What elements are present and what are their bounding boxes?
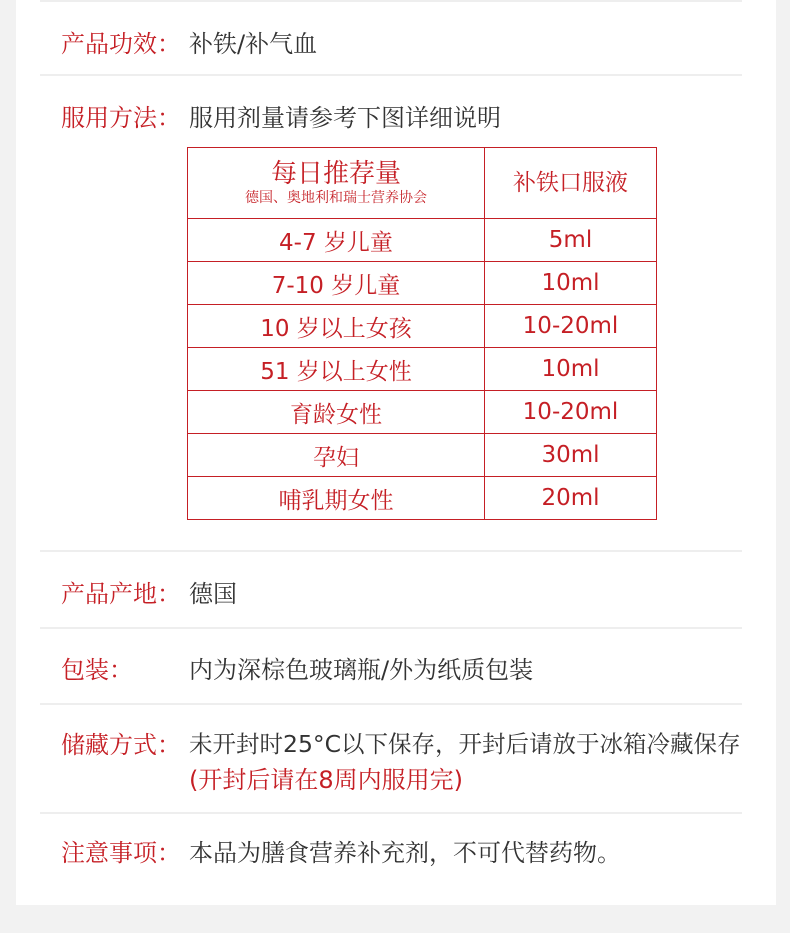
divider <box>40 703 742 705</box>
divider <box>40 0 742 2</box>
table-cell-amount: 20ml <box>485 477 657 520</box>
dosage-table <box>187 147 657 520</box>
divider <box>40 627 742 629</box>
packaging-label: 包装： <box>61 656 133 684</box>
dosage-table-title: 每日推荐量 <box>270 159 401 189</box>
table-row <box>188 434 657 477</box>
usage-label: 服用方法： <box>61 104 181 132</box>
origin-label: 产品产地： <box>61 580 181 608</box>
storage-note: (开封后请在8周内服用完) <box>189 766 463 794</box>
storage-value: 未开封时25°C以下保存，开封后请放于冰箱冷藏保存 <box>189 730 741 758</box>
table-row <box>188 348 657 391</box>
table-cell-amount: 10-20ml <box>485 305 657 348</box>
storage-label: 储藏方式： <box>61 731 181 759</box>
table-row <box>188 391 657 434</box>
table-cell-group: 育龄女性 <box>188 391 485 434</box>
caution-label: 注意事项： <box>61 839 181 867</box>
table-cell-amount: 5ml <box>485 219 657 262</box>
table-cell-group: 4-7 岁儿童 <box>188 219 485 262</box>
dosage-table-header-row <box>188 148 657 219</box>
table-row <box>188 305 657 348</box>
dosage-table-subtitle: 德国、奥地利和瑞士营养协会 <box>245 190 427 206</box>
table-cell-amount: 10-20ml <box>485 391 657 434</box>
dosage-table-header-group <box>188 148 485 219</box>
table-cell-amount: 10ml <box>485 348 657 391</box>
table-cell-group: 51 岁以上女性 <box>188 348 485 391</box>
dosage-table-header-product: 补铁口服液 <box>485 148 657 219</box>
table-row <box>188 262 657 305</box>
efficacy-label: 产品功效： <box>61 30 181 58</box>
divider <box>40 74 742 76</box>
divider <box>40 812 742 814</box>
table-cell-group: 哺乳期女性 <box>188 477 485 520</box>
table-cell-amount: 30ml <box>485 434 657 477</box>
table-row <box>188 477 657 520</box>
table-cell-group: 孕妇 <box>188 434 485 477</box>
table-row <box>188 219 657 262</box>
divider <box>40 550 742 552</box>
table-cell-group: 7-10 岁儿童 <box>188 262 485 305</box>
origin-value: 德国 <box>189 580 237 608</box>
table-cell-amount: 10ml <box>485 262 657 305</box>
usage-value: 服用剂量请参考下图详细说明 <box>189 104 501 132</box>
packaging-value: 内为深棕色玻璃瓶/外为纸质包装 <box>189 656 534 684</box>
caution-value: 本品为膳食营养补充剂，不可代替药物。 <box>189 839 621 867</box>
table-cell-group: 10 岁以上女孩 <box>188 305 485 348</box>
efficacy-value: 补铁/补气血 <box>189 30 318 58</box>
